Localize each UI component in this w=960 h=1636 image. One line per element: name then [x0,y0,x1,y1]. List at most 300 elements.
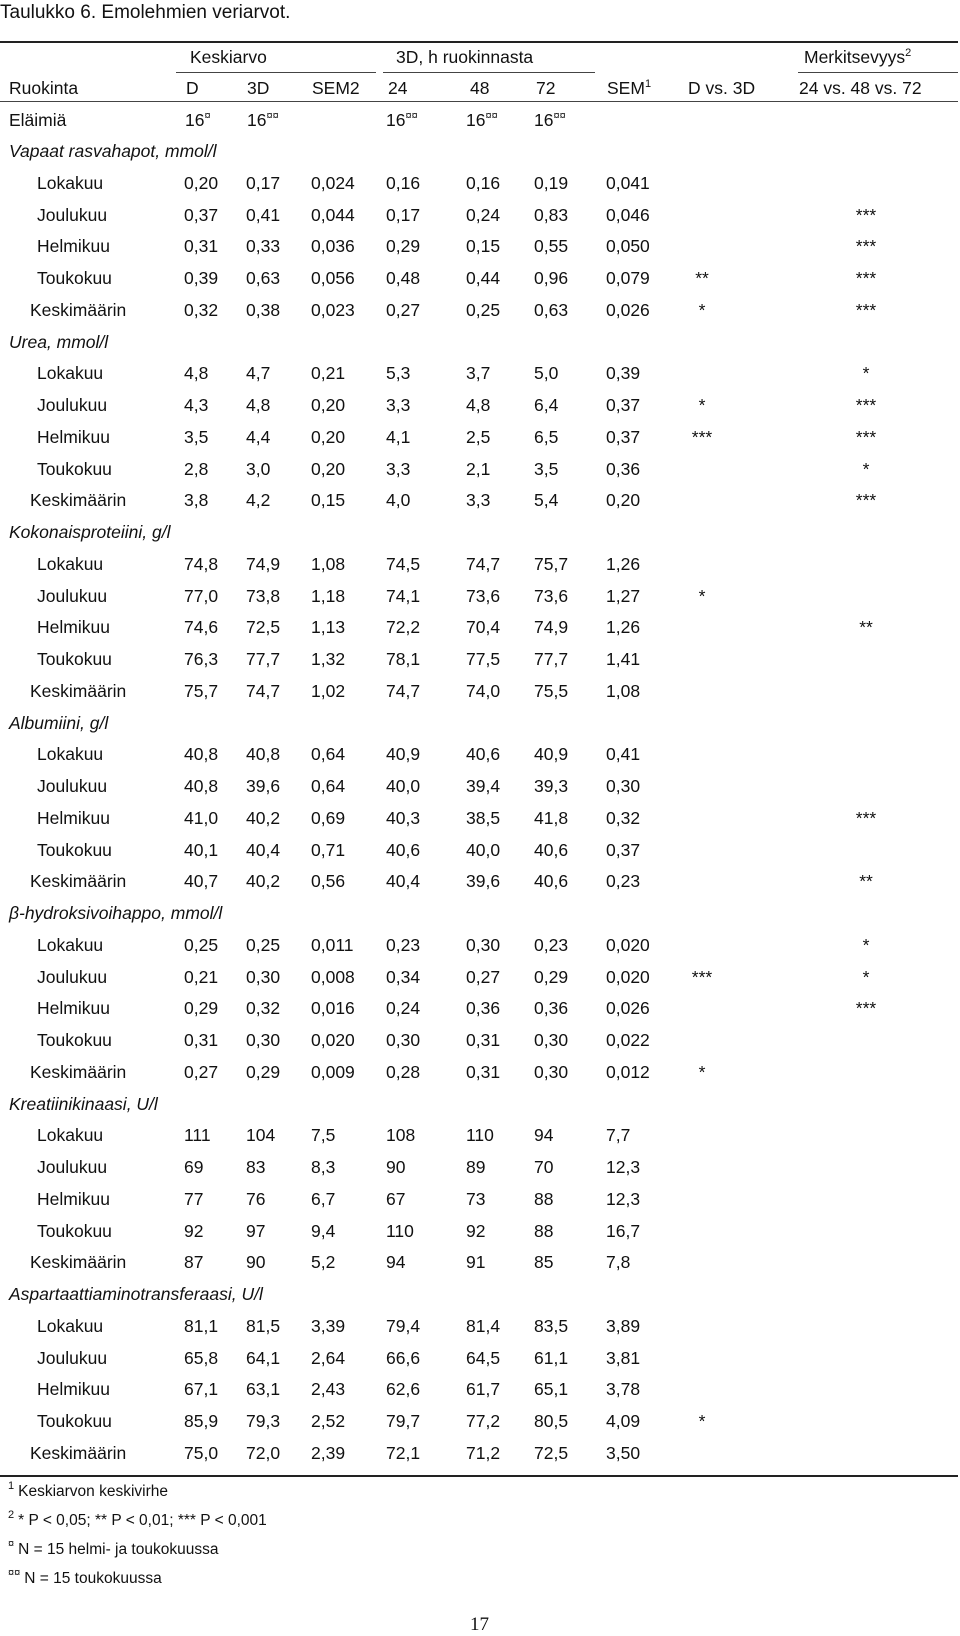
row-label: Lokakuu [37,172,104,193]
table-cell: 76 [246,1188,266,1209]
table-cell: 41,0 [184,807,219,828]
table-cell: 0,20 [606,490,641,511]
table-cell: 87 [184,1252,204,1273]
row-label: Helmikuu [37,236,110,257]
table-cell: 0,17 [386,204,421,225]
rule-keskiarvo [176,72,376,73]
table-cell: 83,5 [534,1315,569,1336]
table-cell: 16,7 [606,1220,641,1241]
table-cell: 0,20 [184,172,219,193]
table-cell: 72,5 [534,1442,569,1463]
table-cell: 0,32 [246,998,281,1019]
table-cell: 3,3 [466,490,491,511]
row-label: Toukokuu [37,458,112,479]
table-cell: 77,7 [246,649,281,669]
table-cell: 4,8 [246,395,271,415]
footnote-mark: ¤¤ [8,1567,21,1579]
section-title: Albumiini, g/l [9,712,109,733]
table-cell: 1,27 [606,585,641,606]
table-cell: 3,7 [466,363,491,384]
table-cell: 2,52 [311,1411,346,1431]
table-cell: 0,19 [534,172,569,193]
table-cell: 0,30 [466,934,501,955]
table-cell: 94 [386,1252,406,1273]
table-cell: 4,3 [184,395,209,415]
table-cell: 0,41 [246,204,281,225]
table-cell: 0,022 [606,1030,650,1050]
table-cell: 91 [466,1252,486,1273]
table-cell: 81,5 [246,1315,281,1336]
table-cell: 40,9 [534,744,569,765]
table-cell: 3,81 [606,1347,641,1368]
table-cell: 74,0 [466,680,501,701]
table-cell: 77 [184,1188,204,1209]
table-cell: 0,020 [606,966,650,987]
footnote-text: Keskiarvon keskivirhe [18,1483,169,1500]
header-sem: SEM$^1$ [607,78,652,98]
table-cell: 0,026 [606,998,650,1019]
row-label: Toukokuu [37,1220,112,1241]
table-cell: 1,02 [311,680,346,701]
table-cell: 12,3 [606,1157,641,1177]
table-cell: 0,30 [534,1030,569,1050]
table-cell: 4,7 [246,363,271,384]
row-label: Keskimäärin [30,1442,127,1463]
row-label: Toukokuu [37,649,112,669]
table-cell: 64,5 [466,1347,501,1368]
significance-cell: * [698,1061,706,1082]
table-cell: 85 [534,1252,554,1273]
table-cell: 0,016 [311,998,355,1019]
table-cell: 0,32 [184,299,219,320]
table-cell: 0,64 [311,744,346,765]
footnote-text: * P < 0,05; ** P < 0,01; *** P < 0,001 [18,1512,267,1529]
header-ruokinta: Ruokinta [9,78,79,98]
table-cell: 111 [184,1125,211,1146]
section-title: Kreatiinikinaasi, U/l [9,1093,158,1114]
table-cell: 0,30 [534,1061,569,1082]
table-cell: 0,27 [466,966,501,987]
table-cell: 110 [386,1220,414,1241]
row-label: Helmikuu [37,998,110,1019]
table-cell: 5,2 [311,1252,336,1273]
header-h-vs: 24 vs. 48 vs. 72 [799,78,922,98]
table-cell: 70 [534,1157,554,1177]
table-caption: Taulukko 6. Emolehmien veriarvot. [0,2,291,23]
table-cell: 0,020 [606,934,650,955]
table-cell: 0,27 [184,1061,219,1082]
table-cell: 40,9 [386,744,421,765]
significance-cell: * [862,966,870,987]
table-cell: 39,4 [466,776,501,796]
table-cell: 3,8 [184,490,209,511]
footnote-text: N = 15 toukokuussa [24,1570,162,1587]
header-3d: 3D [247,78,270,98]
animals-3d: 16¤¤ [247,110,279,130]
table-cell: 0,63 [246,268,281,288]
table-cell: 9,4 [311,1220,336,1241]
table-cell: 0,48 [386,268,421,288]
top-rule [0,41,958,43]
significance-cell: * [862,363,870,384]
table-cell: 3,0 [246,458,271,479]
table-cell: 12,3 [606,1188,641,1209]
animals-label: Eläimiä [9,110,67,130]
table-cell: 0,046 [606,204,650,225]
table-cell: 41,8 [534,807,569,828]
table-cell: 40,8 [184,776,219,796]
table-cell: 89 [466,1157,486,1177]
row-label: Joulukuu [37,1157,108,1177]
table-cell: 90 [386,1157,406,1177]
table-cell: 0,036 [311,236,355,257]
table-cell: 0,24 [466,204,501,225]
table-cell: 92 [466,1220,486,1241]
row-label: Joulukuu [37,395,108,415]
table-cell: 85,9 [184,1411,219,1431]
footnote [8,1480,169,1501]
footnote [8,1538,219,1559]
significance-cell: *** [855,490,877,511]
table-cell: 4,0 [386,490,411,511]
table-cell: 40,4 [246,839,281,860]
table-cell: 0,30 [386,1030,421,1050]
table-cell: 63,1 [246,1379,281,1400]
table-cell: 75,5 [534,680,569,701]
table-cell: 0,69 [311,807,346,828]
table-cell: 0,29 [386,236,421,257]
row-label: Toukokuu [37,1030,112,1050]
table-cell: 0,32 [606,807,641,828]
row-label: Lokakuu [37,744,104,765]
table-cell: 4,8 [466,395,491,415]
table-cell: 0,36 [534,998,569,1019]
table-cell: 40,2 [246,871,281,892]
table-cell: 0,64 [311,776,346,796]
table-cell: 78,1 [386,649,421,669]
significance-cell: *** [855,236,877,257]
table-cell: 0,20 [311,395,346,415]
header-24: 24 [388,78,408,98]
table-cell: 79,7 [386,1411,421,1431]
table-cell: 2,1 [466,458,491,479]
significance-cell: *** [855,395,877,415]
table-cell: 0,39 [184,268,219,288]
table-cell: 74,8 [184,553,219,574]
table-cell: 7,7 [606,1125,631,1146]
footnote-mark: 2 [8,1509,15,1521]
table-cell: 0,20 [311,458,346,479]
footnote-mark: 1 [8,1480,15,1492]
table-cell: 71,2 [466,1442,501,1463]
table-cell: 0,56 [311,871,346,892]
significance-cell: ** [859,871,873,892]
table-cell: 7,5 [311,1125,336,1146]
footnote-mark: ¤ [8,1538,15,1550]
table-cell: 77,2 [466,1411,501,1431]
table-cell: 0,25 [184,934,219,955]
table-cell: 0,050 [606,236,650,257]
table-cell: 74,1 [386,585,421,606]
table-cell: 0,20 [311,426,346,447]
table-cell: 0,34 [386,966,421,987]
rule-3d [383,72,595,73]
row-label: Lokakuu [37,1315,104,1336]
footnote [8,1509,267,1530]
significance-cell: *** [691,426,713,447]
table-cell: 1,18 [311,585,346,606]
table-cell: 39,6 [246,776,281,796]
table-cell: 0,009 [311,1061,355,1082]
table-cell: 40,6 [386,839,421,860]
table-cell: 0,83 [534,204,569,225]
significance-cell: *** [855,204,877,225]
table-cell: 0,011 [311,934,354,955]
table-cell: 0,31 [184,236,219,257]
row-label: Keskimäärin [30,299,127,320]
table-cell: 72,0 [246,1442,281,1463]
table-cell: 2,5 [466,426,491,447]
table-cell: 67,1 [184,1379,219,1400]
significance-cell: *** [855,426,877,447]
table-cell: 3,3 [386,458,411,479]
table-cell: 8,3 [311,1157,336,1177]
table-cell: 69 [184,1157,204,1177]
row-label: Toukokuu [37,1411,112,1431]
row-label: Keskimäärin [30,490,127,511]
significance-cell: *** [855,268,877,288]
table-cell: 40,4 [386,871,421,892]
table-cell: 76,3 [184,649,219,669]
row-label: Lokakuu [37,553,104,574]
table-cell: 3,89 [606,1315,641,1336]
header-group-3d: 3D, h ruokinnasta [396,47,534,67]
table-cell: 0,63 [534,299,569,320]
significance-cell: *** [691,966,713,987]
row-label: Keskimäärin [30,1252,127,1273]
bottom-rule [0,1475,958,1477]
table-cell: 0,21 [184,966,219,987]
table-cell: 97 [246,1220,266,1241]
footnote [8,1567,162,1588]
table-cell: 90 [246,1252,266,1273]
table-cell: 0,28 [386,1061,421,1082]
header-d-vs-3d: D vs. 3D [688,78,756,98]
table-cell: 73,6 [466,585,501,606]
table-cell: 0,25 [246,934,281,955]
table-cell: 73,6 [534,585,569,606]
table-cell: 0,37 [606,839,641,860]
row-label: Lokakuu [37,934,104,955]
table-cell: 74,5 [386,553,421,574]
table-cell: 0,33 [246,236,281,257]
row-label: Joulukuu [37,776,108,796]
table-cell: 92 [184,1220,204,1241]
table-cell: 38,5 [466,807,501,828]
table-cell: 6,7 [311,1188,336,1209]
significance-cell: * [698,299,706,320]
row-label: Helmikuu [37,1379,110,1400]
table-cell: 2,39 [311,1442,346,1463]
table-cell: 0,30 [606,776,641,796]
table-cell: 0,41 [606,744,641,765]
header-rule [0,101,958,102]
table-cell: 0,29 [246,1061,281,1082]
table-cell: 0,16 [386,172,421,193]
table-cell: 72,2 [386,617,421,638]
table-cell: 0,39 [606,363,641,384]
significance-cell: * [698,585,706,606]
table-cell: 62,6 [386,1379,421,1400]
table-cell: 81,1 [184,1315,219,1336]
table-cell: 0,31 [466,1030,501,1050]
table-cell: 0,37 [606,426,641,447]
table-cell: 2,8 [184,458,209,479]
table-cell: 0,15 [466,236,501,257]
table-cell: 3,3 [386,395,411,415]
table-cell: 0,23 [386,934,421,955]
table-cell: 0,020 [311,1030,355,1050]
page-number: 17 [470,1614,489,1635]
table-cell: 0,056 [311,268,355,288]
table-cell: 4,2 [246,490,271,511]
table-cell: 0,55 [534,236,569,257]
table-cell: 77,7 [534,649,569,669]
table-cell: 5,4 [534,490,559,511]
table-cell: 1,26 [606,553,641,574]
row-label: Joulukuu [37,966,108,987]
table-cell: 0,25 [466,299,501,320]
table-cell: 40,8 [184,744,219,765]
significance-cell: *** [855,998,877,1019]
table-cell: 104 [246,1125,276,1146]
table-cell: 0,24 [386,998,421,1019]
table-cell: 40,0 [466,839,501,860]
table-cell: 75,7 [184,680,219,701]
row-label: Lokakuu [37,363,104,384]
table-cell: 1,08 [606,680,641,701]
table-cell: 79,4 [386,1315,421,1336]
table-cell: 0,27 [386,299,421,320]
table-cell: 88 [534,1220,554,1241]
row-label: Helmikuu [37,617,110,638]
significance-cell: * [698,395,706,415]
table-cell: 94 [534,1125,554,1146]
table-cell: 40,6 [534,871,569,892]
row-label: Joulukuu [37,585,108,606]
table-cell: 0,96 [534,268,569,288]
significance-cell: * [862,458,870,479]
animals-d: 16¤ [185,110,211,130]
table-cell: 61,1 [534,1347,569,1368]
table-cell: 40,3 [386,807,421,828]
table-cell: 74,7 [466,553,501,574]
table-cell: 77,5 [466,649,501,669]
table-cell: 108 [386,1125,416,1146]
table-cell: 6,4 [534,395,559,415]
row-label: Joulukuu [37,204,108,225]
table-cell: 83 [246,1157,266,1177]
table-cell: 4,1 [386,426,411,447]
row-label: Helmikuu [37,807,110,828]
rule-merkitsevyys [798,72,958,73]
table-cell: 0,23 [534,934,569,955]
section-title: β-hydroksivoihappo, mmol/l [9,903,223,923]
table-cell: 40,6 [534,839,569,860]
table-cell: 3,5 [184,426,209,447]
table-cell: 75,7 [534,553,569,574]
table-cell: 3,50 [606,1442,641,1463]
header-sem2: SEM2 [312,78,360,98]
table-cell: 1,41 [606,649,641,669]
footnote-text: N = 15 helmi- ja toukokuussa [18,1541,219,1558]
row-label: Helmikuu [37,1188,110,1209]
animals-48: 16¤¤ [466,110,498,130]
table-cell: 0,21 [311,363,346,384]
table-cell: 40,6 [466,744,501,765]
table-cell: 1,32 [311,649,346,669]
table-cell: 3,5 [534,458,559,479]
table-cell: 0,71 [311,839,346,860]
table-cell: 0,29 [534,966,569,987]
table-cell: 0,30 [246,966,281,987]
table-cell: 4,8 [184,363,209,384]
table-cell: 0,008 [311,966,355,987]
significance-cell: * [862,934,870,955]
table-cell: 0,023 [311,299,355,320]
header-group-keskiarvo: Keskiarvo [190,47,267,67]
table-cell: 74,6 [184,617,219,638]
row-label: Keskimäärin [30,680,127,701]
table-cell: 2,43 [311,1379,346,1400]
table-cell: 61,7 [466,1379,501,1400]
row-label: Keskimäärin [30,1061,127,1082]
table-cell: 88 [534,1188,554,1209]
table-cell: 66,6 [386,1347,421,1368]
table-cell: 0,079 [606,268,650,288]
table-cell: 0,31 [184,1030,219,1050]
section-title: Urea, mmol/l [9,331,109,352]
table-cell: 72,5 [246,617,281,638]
row-label: Toukokuu [37,268,112,288]
significance-cell: ** [859,617,873,638]
table-cell: 7,8 [606,1252,631,1273]
table-cell: 74,9 [246,553,281,574]
animals-72: 16¤¤ [534,110,566,130]
row-label: Helmikuu [37,426,110,447]
table-cell: 0,012 [606,1061,650,1082]
table-cell: 40,1 [184,839,219,860]
header-group-merkitsevyys: Merkitsevyys$^2$ [804,47,912,67]
table-cell: 65,8 [184,1347,219,1368]
table-cell: 0,026 [606,299,650,320]
table-cell: 40,2 [246,807,281,828]
table-cell: 3,39 [311,1315,346,1336]
table-cell: 40,7 [184,871,219,892]
row-label: Lokakuu [37,1125,104,1146]
table-cell: 0,17 [246,172,281,193]
table-cell: 0,36 [466,998,501,1019]
table-cell: 4,4 [246,426,271,447]
table-cell: 73 [466,1188,486,1209]
table-cell: 0,31 [466,1061,501,1082]
table-cell: 4,09 [606,1411,641,1431]
table-cell: 5,0 [534,363,559,384]
table-cell: 40,8 [246,744,281,765]
row-label: Toukokuu [37,839,112,860]
table-cell: 67 [386,1188,406,1209]
section-title: Kokonaisproteiini, g/l [9,522,171,542]
